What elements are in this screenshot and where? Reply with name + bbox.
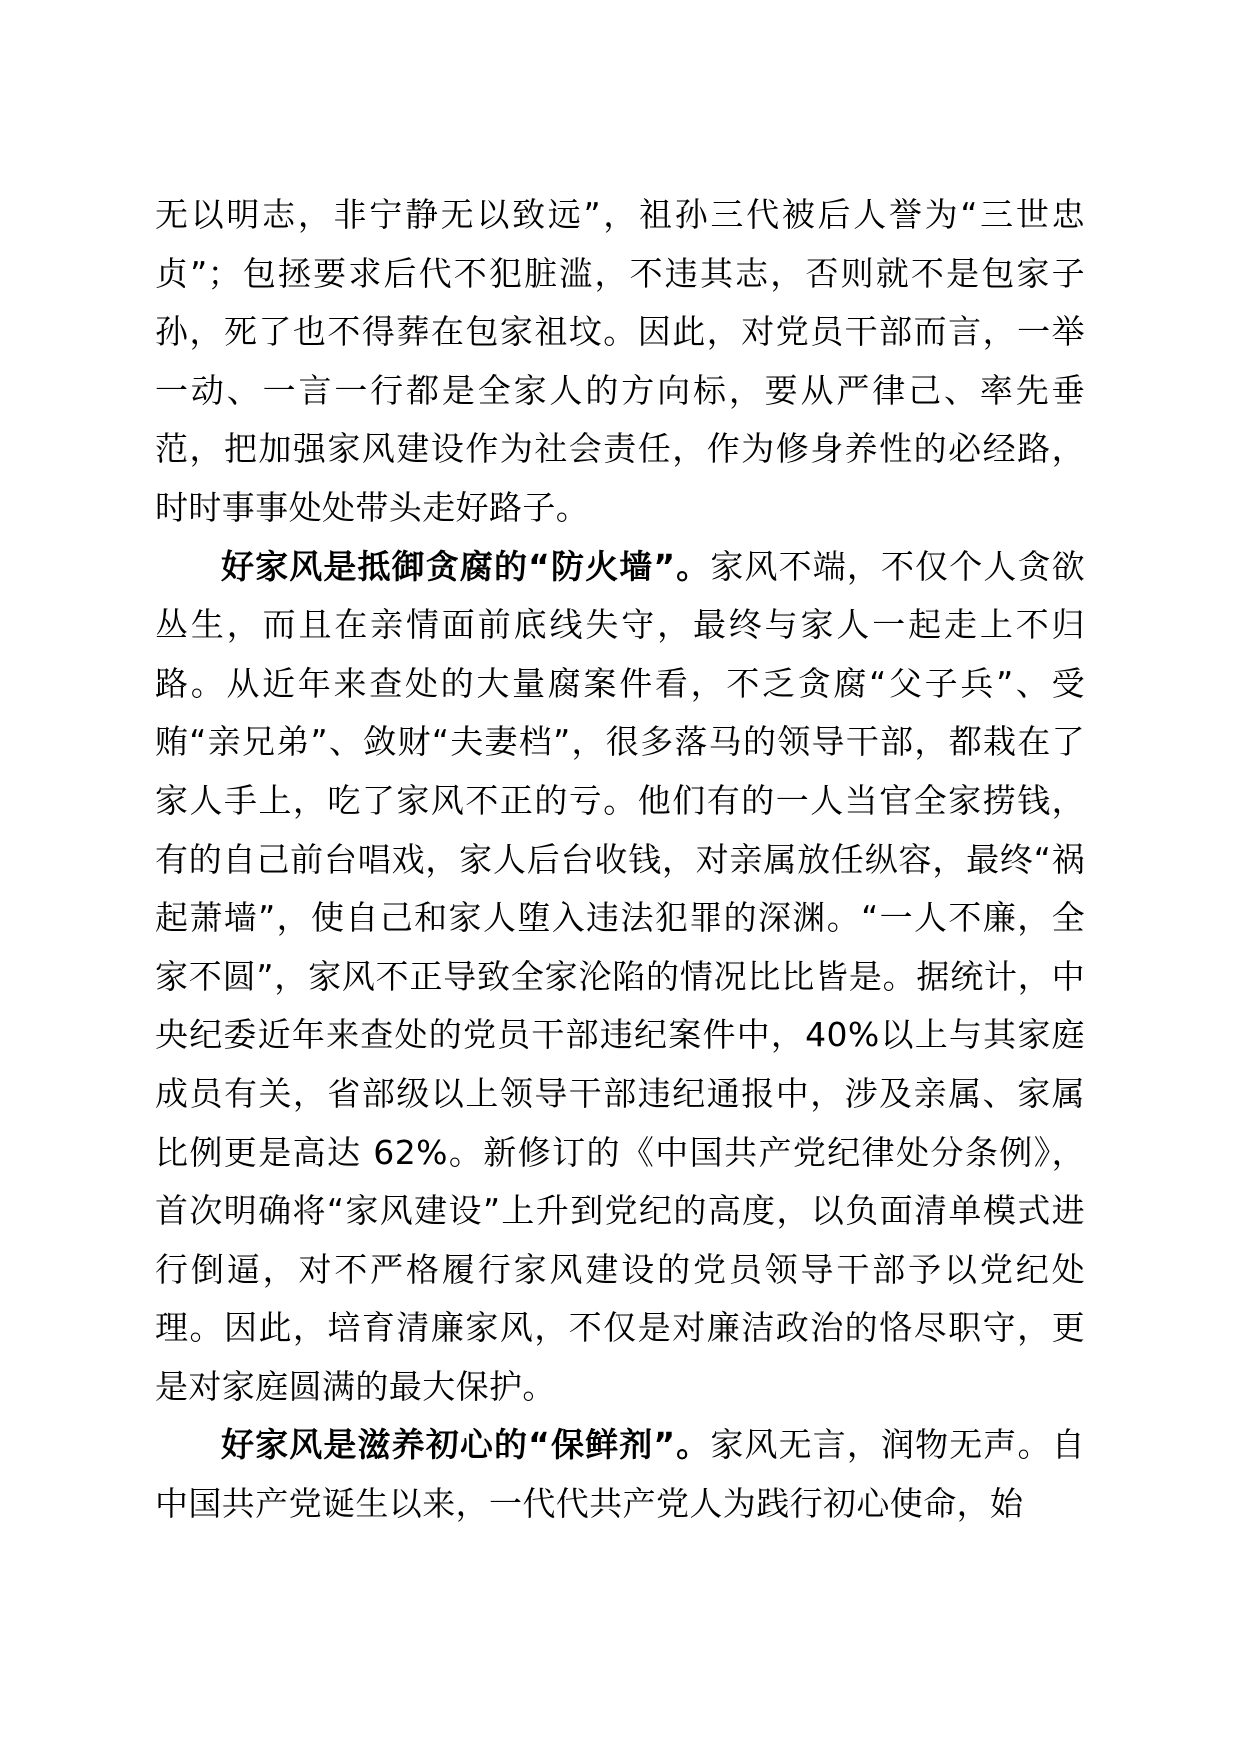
paragraph-heading: 好家风是抵御贪腐的“防火墙”。	[221, 546, 711, 586]
document-page	[155, 186, 1085, 1534]
paragraph-text: 家风不端，不仅个人贪欲丛生，而且在亲情面前底线失守，最终与家人一起走上不归路。从近年来查处的大量腐案件看，不乏贪腐“父子兵”、受贿“亲兄弟”、敛财“夫妻档”，很多落马的领导干部，都栽在了家人手上，吃了家风不正的亏。他们有的一人当官全家捞钱，有的自己前台唱戏，家人后台收钱，对亲属放任纵容，最终“祸起萧墙”，使自己和家人堕入违法犯罪的深渊。“一人不廉，全家不圆”，家风不正导致全家沦陷的情况比比皆是。据统计，中央纪委近年来查处的党员干部违纪案件中，40%以上与其家庭成员有关，省部级以上领导干部违纪通报中，涉及亲属、家属比例更是高达 62%。新修订的《中国共产党纪律处分条例》，首次明确将“家风建设”上升到党纪的高度，以负面清单模式进行倒逼，对不严格履行家风建设的党员领导干部予以党纪处理。因此，培育清廉家风，不仅是对廉洁政治的恪尽职守，更是对家庭圆满的最大保护。	[155, 546, 1085, 1406]
paragraph-preservative	[155, 1416, 1085, 1533]
paragraph-heading: 好家风是滋养初心的“保鲜剂”。	[221, 1425, 711, 1465]
paragraph-continued	[155, 186, 1085, 538]
paragraph-text: 家风无言，润物无声。自中国共产党诞生以来，一代代共产党人为践行初心使命，始	[155, 1425, 1085, 1524]
paragraph-firewall	[155, 538, 1085, 1417]
paragraph-text: 无以明志，非宁静无以致远”，祖孙三代被后人誉为“三世忠贞”；包拯要求后代不犯脏滥，不违其志，否则就不是包家子孙，死了也不得葬在包家祖坟。因此，对党员干部而言，一举一动、一言一行都是全家人的方向标，要从严律己、率先垂范，把加强家风建设作为社会责任，作为修身养性的必经路，时时事事处处带头走好路子。	[155, 195, 1085, 527]
